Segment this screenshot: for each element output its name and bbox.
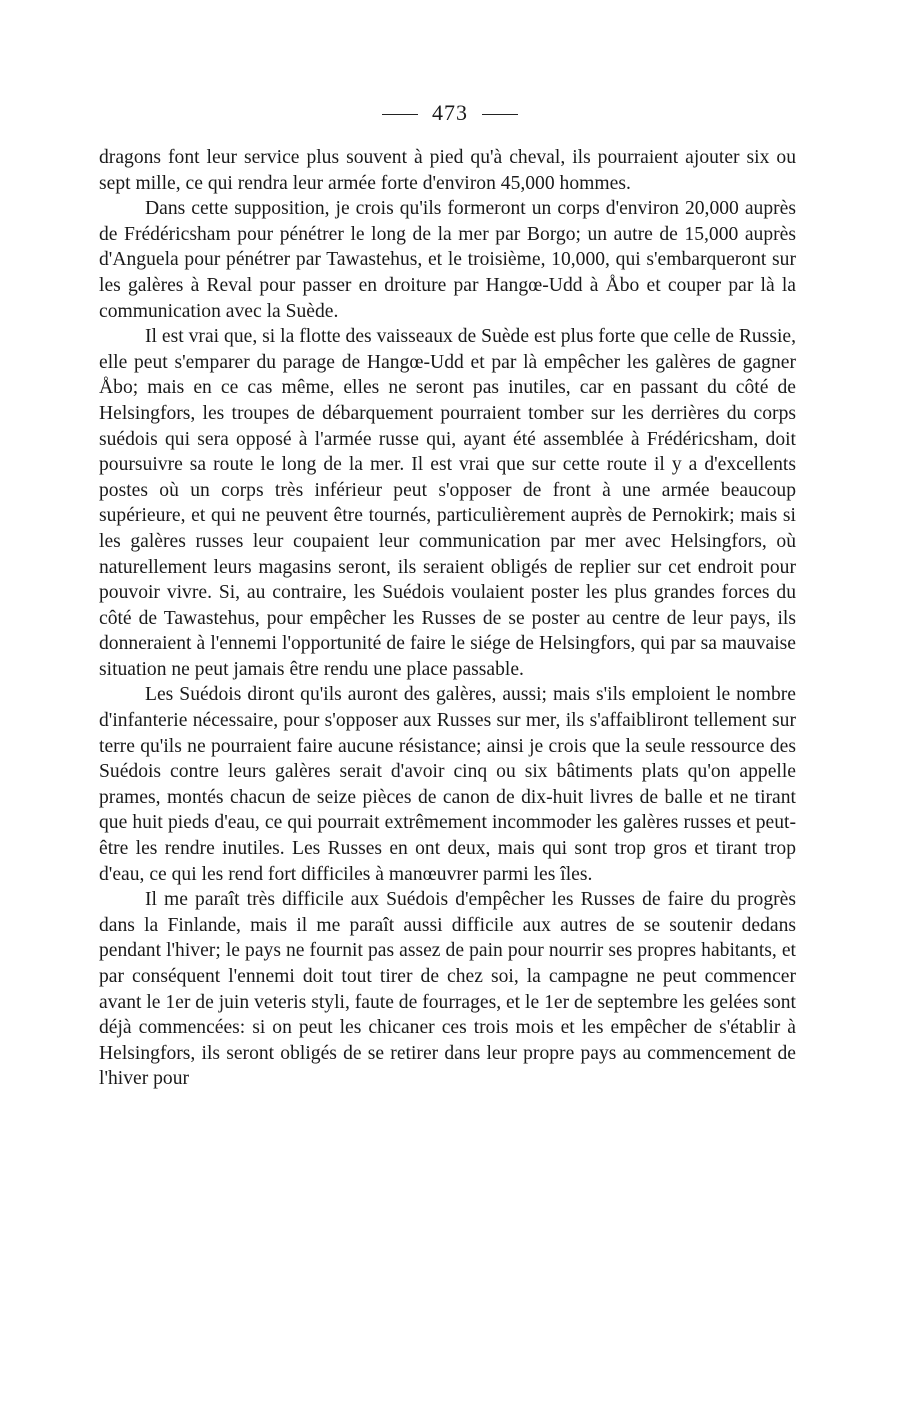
paragraph-galeres: Les Suédois diront qu'ils auront des galères, aussi; mais s'ils emploient le nombre d'infanterie nécessaire, pour s'opposer aux Russes sur mer, ils s'affaibliront tellement sur terre qu'ils ne pourraient faire aucune résistance; ainsi je crois que la seule ressource des Suédois contre leurs galères serait d'avoir cinq ou six bâtiments plats qu'on appelle prames, montés chacun de seize pièces de canon de dix-huit livres de balle et ne tirant que huit pieds d'eau, ce qui pourrait extrêmement incommoder les galères russes et peut-être les rendre inutiles. Les Russes en ont deux, mais qui sont trop gros et tirant trop d'eau, ce qui les rend fort difficiles à manœuvrer parmi les îles. (99, 684, 796, 885)
page-header (0, 100, 900, 126)
paragraph-supposition: Dans cette supposition, je crois qu'ils formeront un corps d'environ 20,000 auprès de Frédéricsham pour pénétrer le long de la mer par Borgo; un autre de 15,000 auprès d'Anguela pour pénétrer par Tawastehus, et le troisième, 10,000, qui s'embarqueront sur les galères à Reval pour passer en droiture par Hangœ-Udd à Åbo et couper par là la communication avec la Suède. (99, 198, 796, 322)
body-text (99, 145, 796, 1092)
header-left-rule (382, 114, 418, 115)
paragraph-continuation: dragons font leur service plus souvent à pied qu'à cheval, ils pourraient ajouter six ou sept mille, ce qui rendra leur armée forte d'environ 45,000 hommes. (99, 147, 796, 194)
page-number: 473 (432, 100, 468, 125)
paragraph-flotte: Il est vrai que, si la flotte des vaisseaux de Suède est plus forte que celle de Russie, elle peut s'emparer du parage de Hangœ-Udd et par là empêcher les galères de gagner Åbo; mais en ce cas même, elles ne seront pas inutiles, car en passant du côté de Helsingfors, les troupes de débarquement pourraient tomber sur les derrières du corps suédois qui sera opposé à l'armée russe qui, ayant été assemblée à Frédéricsham, doit poursuivre sa route le long de la mer. Il est vrai que sur cette route il y a d'excellents postes où un corps très inférieur peut s'opposer de front à une armée beaucoup supérieure, et qui ne peuvent être tournés, particulièrement auprès de Pernokirk; mais si les galères russes leur coupaient leur communication par mer avec Helsingfors, où naturellement leurs magasins seront, ils seraient obligés de replier sur cet endroit pour pouvoir vivre. Si, au contraire, les Suédois voulaient poster les plus grandes forces du côté de Tawastehus, pour empêcher les Russes de se poster au centre de leur pays, ils donneraient à l'ennemi l'opportunité de faire le siége de Helsingfors, qui par sa mauvaise situation ne peut jamais être rendu une place passable. (99, 326, 796, 680)
paragraph-finlande: Il me paraît très difficile aux Suédois d'empêcher les Russes de faire du progrès dans la Finlande, mais il me paraît aussi difficile aux autres de se soutenir dedans pendant l'hiver; le pays ne fournit pas assez de pain pour nourrir ses propres habitants, et par conséquent l'ennemi doit tout tirer de chez soi, la campagne ne peut commencer avant le 1er de juin veteris styli, faute de fourrages, et le 1er de septembre les gelées sont déjà commencées: si on peut les chicaner ces trois mois et les empêcher de s'établir à Helsingfors, ils seront obligés de se retirer dans leur propre pays au commencement de l'hiver pour (99, 889, 796, 1090)
header-right-rule (482, 114, 518, 115)
